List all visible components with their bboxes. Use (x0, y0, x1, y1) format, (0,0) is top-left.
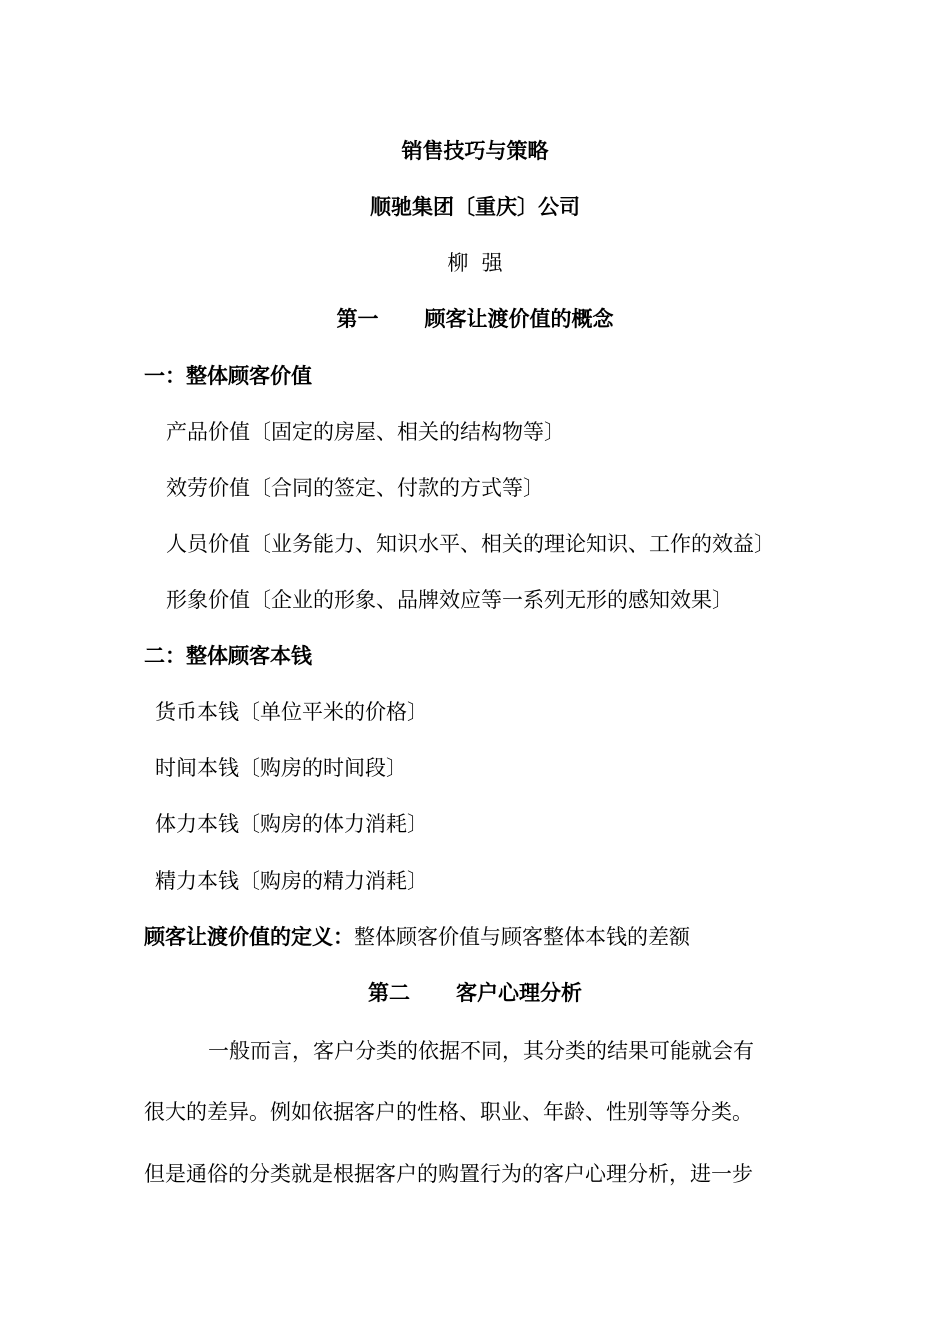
author-name: 柳 强 (447, 251, 503, 275)
section-1-heading: 一：整体顾客价值 (144, 363, 312, 388)
paragraph-line-2: 很大的差异。例如依据客户的性格、职业、年龄、性别等等分类。 (144, 1100, 753, 1124)
value-item-service: 效劳价值〔合同的签定、付款的方式等〕 (166, 476, 544, 500)
company-name: 顺驰集团〔重庆〕公司 (370, 194, 580, 219)
definition-label: 顾客让渡价值的定义： (144, 924, 354, 949)
definition-text: 整体顾客价值与顾客整体本钱的差额 (354, 925, 690, 949)
definition-line (144, 923, 690, 951)
cost-item-money: 货币本钱〔单位平米的价格〕 (155, 700, 428, 724)
value-item-image: 形象价值〔企业的形象、品牌效应等一系列无形的感知效果〕 (166, 588, 733, 612)
cost-item-energy: 精力本钱〔购房的精力消耗〕 (155, 869, 428, 893)
chapter-2-name: 客户心理分析 (456, 980, 582, 1005)
chapter-1-number: 第一 (336, 306, 379, 331)
value-item-product: 产品价值〔固定的房屋、相关的结构物等〕 (166, 420, 565, 444)
chapter-2-heading (0, 979, 950, 1007)
chapter-1-name: 顾客让渡价值的概念 (424, 306, 614, 331)
paragraph-line-3: 但是通俗的分类就是根据客户的购置行为的客户心理分析，进一步 (144, 1162, 753, 1186)
value-item-personnel: 人员价值〔业务能力、知识水平、相关的理论知识、工作的效益〕 (166, 532, 775, 556)
paragraph-line-1: 一般而言，客户分类的依据不同，其分类的结果可能就会有 (208, 1039, 754, 1063)
section-2-heading: 二：整体顾客本钱 (144, 643, 312, 668)
chapter-1-heading (0, 305, 950, 333)
cost-item-time: 时间本钱〔购房的时间段〕 (155, 756, 407, 780)
cost-item-physical: 体力本钱〔购房的体力消耗〕 (155, 812, 428, 836)
document-title: 销售技巧与策略 (401, 138, 549, 163)
chapter-2-number: 第二 (368, 980, 410, 1005)
